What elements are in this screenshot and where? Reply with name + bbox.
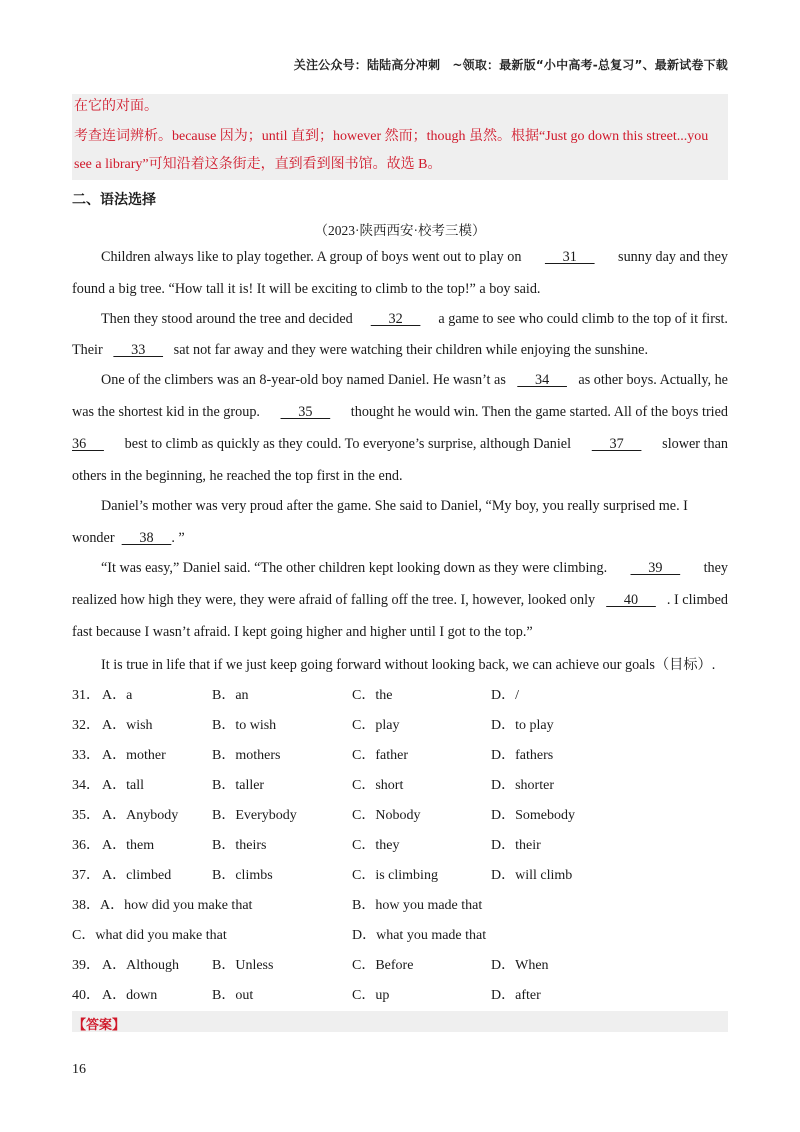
option-a: A．them (102, 838, 155, 853)
passage-line: was the shortest kid in the group. 35 thought he would win. Then the game started. All of the boys tried (72, 404, 728, 420)
option-a: A．Anybody (102, 808, 179, 823)
option-d: D．fathers (491, 748, 554, 763)
blank-39: 39 (630, 560, 681, 576)
explanation-line-2: 考查连词辨析。because 因为；until 直到；however 然而；though 虽然。根据“Just go down this street...you (74, 129, 709, 144)
blank-38: 38 (121, 530, 172, 546)
blank-31: 31 (544, 249, 595, 265)
option-b: B．taller (212, 778, 265, 793)
blank-35: 35 (280, 404, 331, 420)
blank-37: 37 (591, 436, 642, 452)
passage-line: It is true in life that if we just keep going forward without looking back, we can achieve our goals（目标）. (101, 657, 716, 673)
option-d: D．When (491, 958, 549, 973)
option-b: B．to wish (212, 718, 277, 733)
option-a: A．tall (102, 778, 144, 793)
option-d: D．to play (491, 718, 554, 733)
option-a: A．Although (102, 958, 179, 973)
option-b: B．mothers (212, 748, 281, 763)
option-a: A．down (102, 988, 158, 1003)
option-d: D．/ (491, 688, 519, 703)
page-number: 16 (72, 1062, 86, 1077)
passage-line: found a big tree. “How tall it is! It will be exciting to climb to the top!” a boy said. (72, 281, 541, 297)
passage-line: Their 33 sat not far away and they were watching their children while enjoying the sunshine. (72, 342, 649, 358)
option-b: B．Everybody (212, 808, 297, 823)
blank-36: 36 (72, 436, 104, 452)
option-b: B．how you made that (352, 898, 483, 913)
option-c: C．Nobody (352, 808, 421, 823)
option-a: 38．A．how did you make that (72, 898, 253, 913)
page-header: 关注公众号：陆陆高分冲刺 ~领取：最新版“小中高考-总复习”、最新试卷下载 (293, 58, 728, 72)
option-b: B．an (212, 688, 249, 703)
passage-line: realized how high they were, they were afraid of falling off the tree. I, however, looked only 40 . I climbed (72, 592, 728, 608)
option-b: B．out (212, 988, 254, 1003)
option-a: A．climbed (102, 868, 172, 883)
passage-line: 36 best to climb as quickly as they could. To everyone’s surprise, although Daniel 37 slower than (72, 436, 728, 452)
blank-40: 40 (606, 592, 656, 608)
blank-34: 34 (517, 372, 567, 388)
explanation-line-1: 在它的对面。 (74, 99, 158, 114)
option-d: D．shorter (491, 778, 554, 793)
question-source: （2023·陕西西安·校考三模） (314, 223, 486, 238)
section-title: 二、语法选择 (72, 192, 156, 208)
option-d: D．what you made that (352, 928, 487, 943)
option-b: B．climbs (212, 868, 273, 883)
option-d: D．will climb (491, 868, 573, 883)
option-a: A．mother (102, 748, 166, 763)
option-c: C．up (352, 988, 390, 1003)
option-a: A．a (102, 688, 133, 703)
option-b: B．Unless (212, 958, 274, 973)
passage-line: “It was easy,” Daniel said. “The other children kept looking down as they were climbing. 39 they (101, 560, 728, 576)
option-c: C．short (352, 778, 404, 793)
passage-line: Daniel’s mother was very proud after the game. She said to Daniel, “My boy, you really surprised me. I (101, 498, 688, 514)
option-d: D．after (491, 988, 541, 1003)
passage-line: Children always like to play together. A group of boys went out to play on 31 sunny day and they (101, 249, 728, 265)
option-c: C．Before (352, 958, 414, 973)
option-c: C．what did you make that (72, 928, 227, 943)
option-c: C．play (352, 718, 400, 733)
answer-box (72, 1011, 728, 1032)
explanation-line-3: see a library”可知沿着这条街走，直到看到图书馆。故选 B。 (74, 157, 442, 172)
passage-line: others in the beginning, he reached the top first in the end. (72, 468, 403, 484)
option-d: D．Somebody (491, 808, 575, 823)
passage-line: Then they stood around the tree and decided 32 a game to see who could climb to the top of it first. (101, 311, 728, 327)
answer-label: 【答案】 (73, 1018, 126, 1033)
explanation-box (72, 94, 728, 180)
blank-32: 32 (370, 311, 421, 327)
option-b: B．theirs (212, 838, 267, 853)
option-c: C．they (352, 838, 400, 853)
option-c: C．the (352, 688, 393, 703)
option-c: C．father (352, 748, 408, 763)
passage-line: fast because I wasn’t afraid. I kept going higher and higher until I got to the top.” (72, 624, 533, 640)
passage-line: wonder 38 . ” (72, 530, 185, 546)
blank-33: 33 (113, 342, 164, 358)
option-a: A．wish (102, 718, 153, 733)
option-c: C．is climbing (352, 868, 438, 883)
option-d: D．their (491, 838, 541, 853)
passage-line: One of the climbers was an 8-year-old boy named Daniel. He wasn’t as 34 as other boys. Actually, he (101, 372, 728, 388)
